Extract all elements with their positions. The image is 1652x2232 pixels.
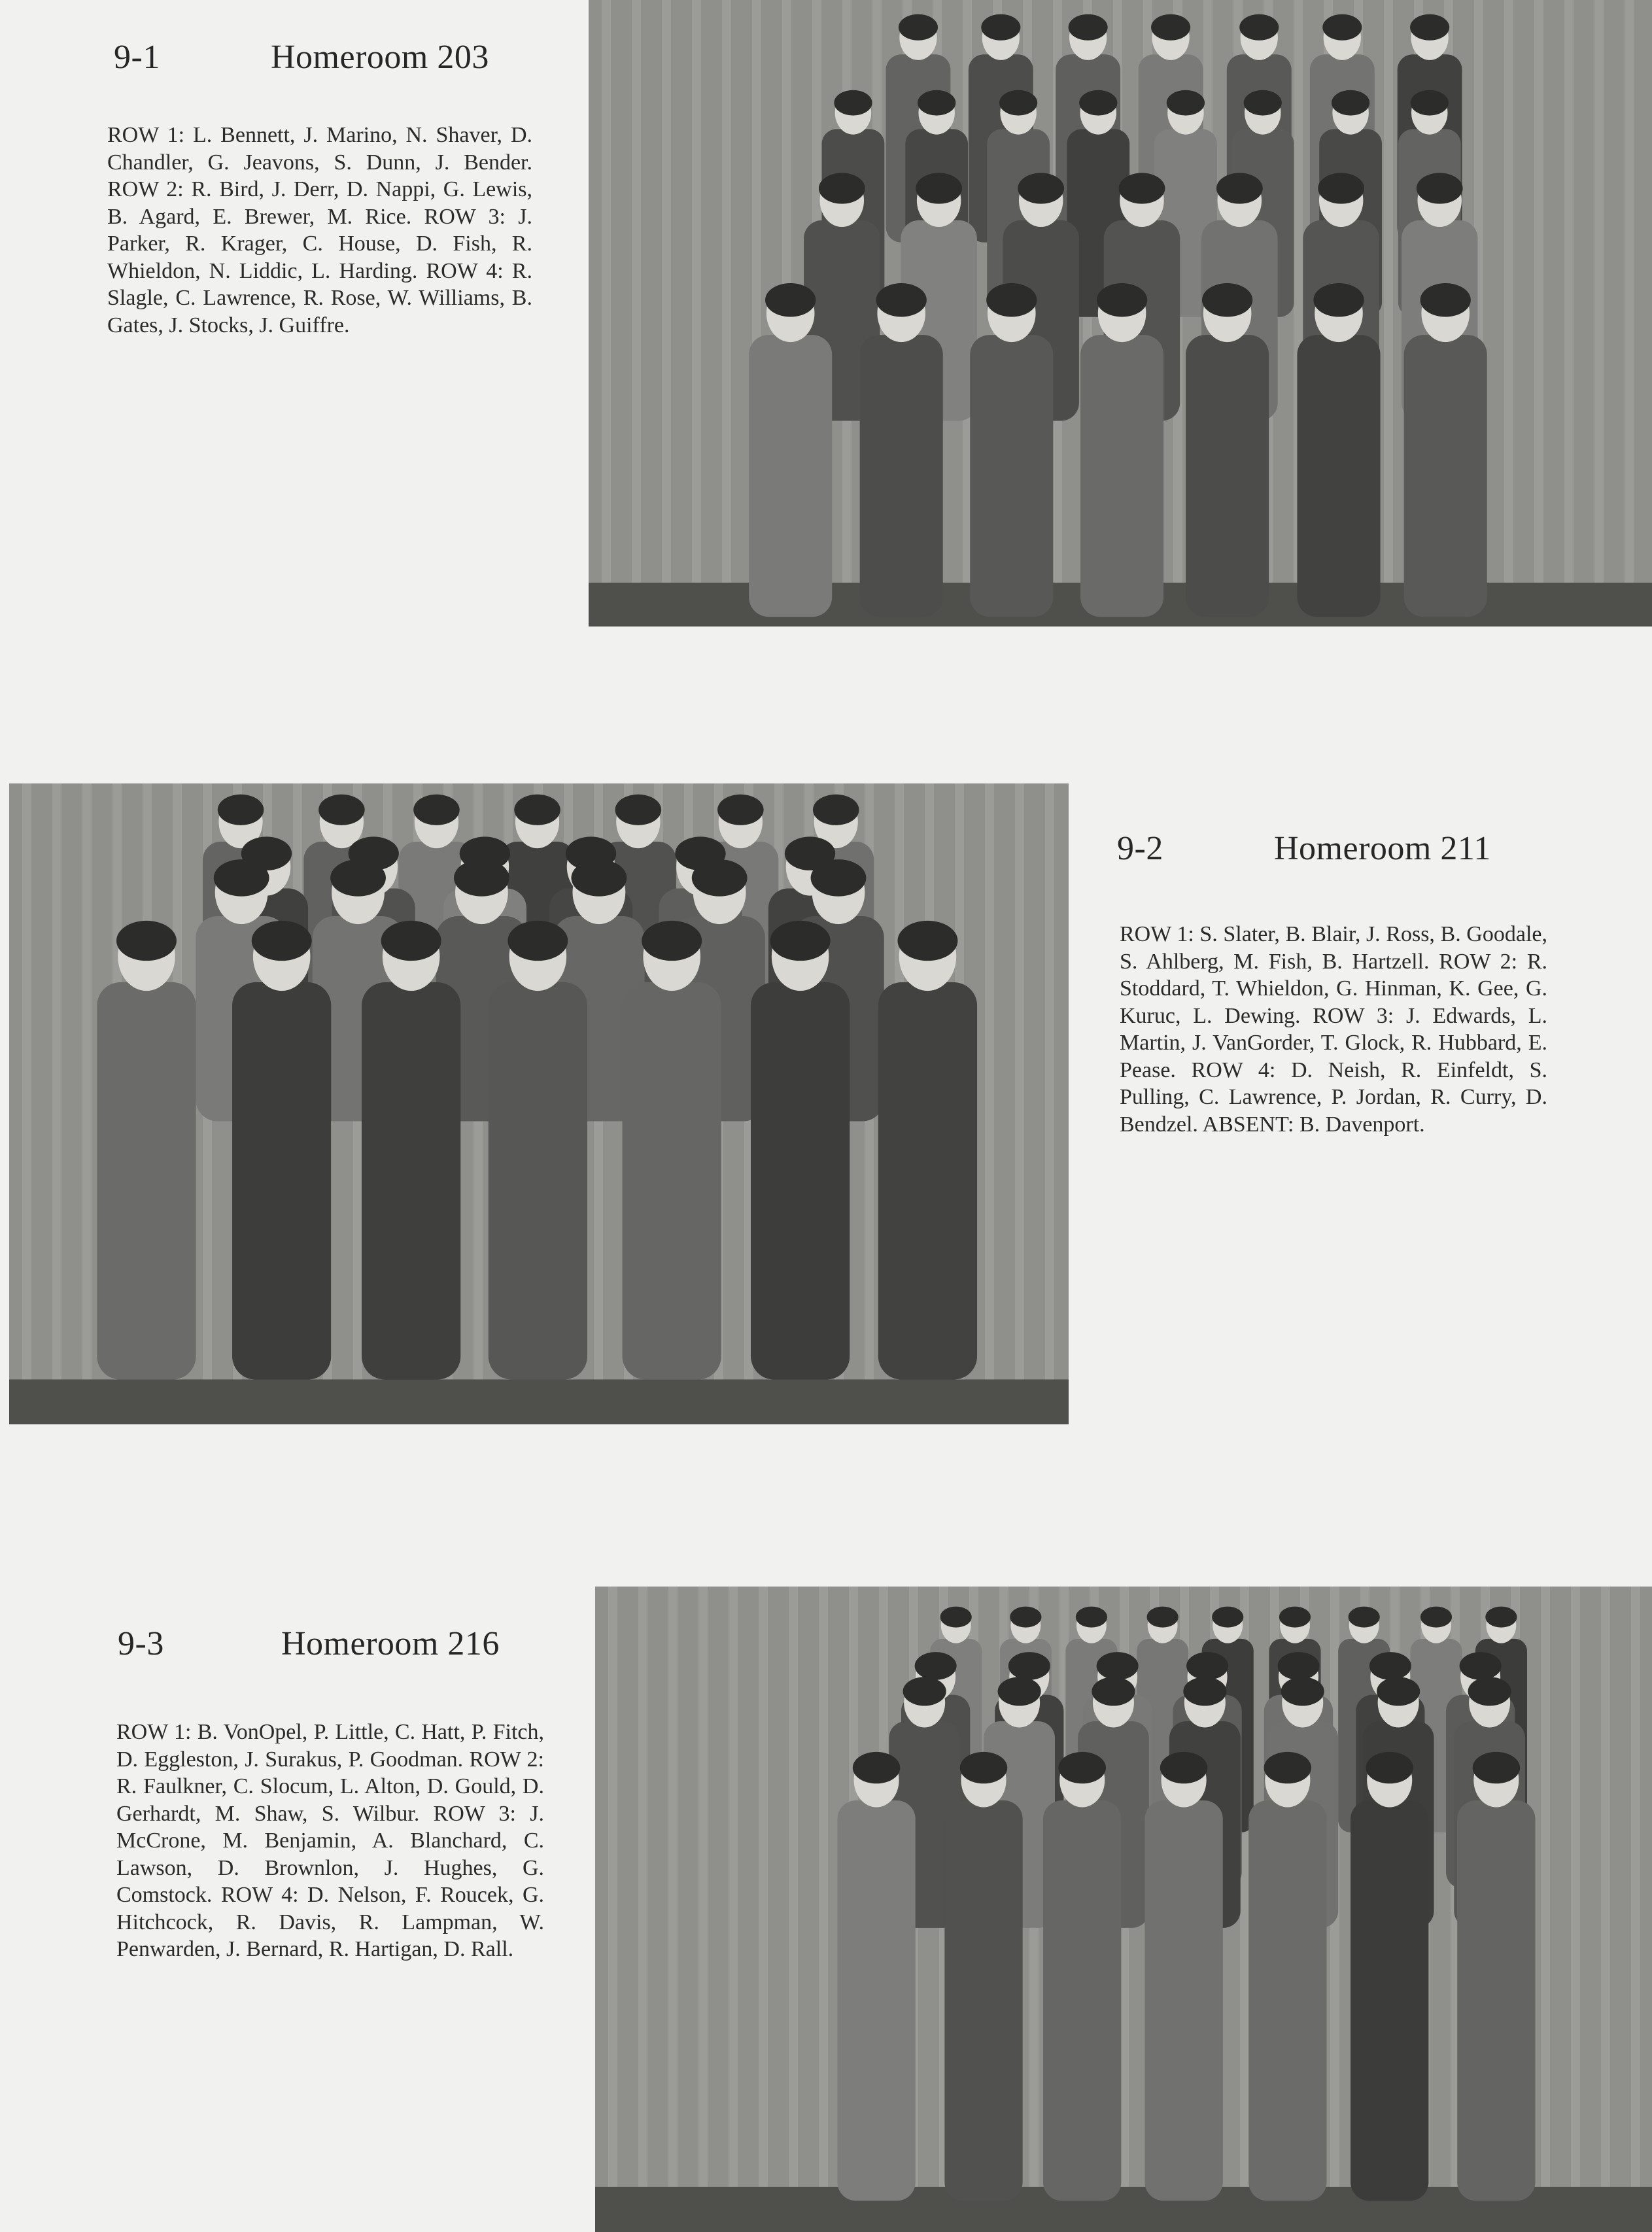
class-label: 9-3 <box>118 1625 164 1662</box>
class-photo-9-1 <box>589 0 1652 627</box>
roster-caption-9-2: ROW 1: S. Slater, B. Blair, J. Ross, B. Goodale, S. Ahlberg, M. Fish, B. Hartzell. ROW 2: R. Stoddard, T. Whieldon, G. Hinman, K. Gee, G. Kuruc, L. Dewing. ROW 3: J. Edwards, L. Martin, J. VanGorder, T. Glock, R. Hubbard, E. Pease. ROW 4: D. Neish, R. Einfeldt, S. Pulling, C. Lawrence, P. Jordan, R. Curry, D. Bendzel. ABSENT: B. Davenport. <box>1120 922 1547 1137</box>
section-heading-9-3 <box>118 1624 500 1663</box>
section-heading-9-2 <box>1117 829 1491 868</box>
class-label: 9-1 <box>114 39 160 76</box>
section-heading-9-1 <box>114 38 489 77</box>
student-figure <box>1248 1752 1326 2201</box>
student-figure <box>97 921 196 1380</box>
roster-caption-9-1: ROW 1: L. Bennett, J. Marino, N. Shaver, D. Chandler, G. Jeavons, S. Dunn, J. Bender. ROW 2: R. Bird, J. Derr, D. Nappi, G. Lewis, B. Agard, E. Brewer, M. Rice. ROW 3: J. Parker, R. Krager, C. House, D. Fish, R. Whieldon, N. Liddic, L. Harding. ROW 4: R. Slagle, C. Lawrence, R. Rose, W. Williams, B. Gates, J. Stocks, J. Guiffre. <box>107 123 532 337</box>
student-figure <box>362 921 460 1380</box>
class-photo-9-2 <box>9 783 1069 1424</box>
student-figure <box>751 921 850 1380</box>
student-figure <box>1144 1752 1222 2201</box>
student-figure <box>944 1752 1022 2201</box>
student-figure <box>878 921 977 1380</box>
class-label: 9-2 <box>1117 830 1163 867</box>
student-figure <box>1351 1752 1428 2201</box>
group-portrait-drawing <box>9 783 1069 1424</box>
homeroom-label: Homeroom 211 <box>1274 830 1491 867</box>
student-figure <box>1043 1752 1121 2201</box>
student-figure <box>623 921 721 1380</box>
homeroom-label: Homeroom 203 <box>271 39 489 76</box>
student-figure <box>489 921 587 1380</box>
student-figure <box>1457 1752 1535 2201</box>
group-portrait-drawing <box>589 0 1652 627</box>
group-portrait-drawing <box>595 1587 1652 2232</box>
class-photo-9-3 <box>595 1587 1652 2232</box>
roster-caption-9-3: ROW 1: B. VonOpel, P. Little, C. Hatt, P. Fitch, D. Eggleston, J. Surakus, P. Goodman. ROW 2: R. Faulkner, C. Slocum, L. Alton, D. Gould, D. Gerhardt, M. Shaw, S. Wilbur. ROW 3: J. McCrone, M. Benjamin, A. Blanchard, C. Lawson, D. Brownlon, J. Hughes, G. Comstock. ROW 4: D. Nelson, F. Roucek, G. Hitchcock, R. Davis, R. Lampman, W. Penwarden, J. Bernard, R. Hartigan, D. Rall. <box>116 1720 544 1961</box>
student-figure <box>232 921 331 1380</box>
homeroom-label: Homeroom 216 <box>281 1625 500 1662</box>
student-figure <box>837 1752 915 2201</box>
